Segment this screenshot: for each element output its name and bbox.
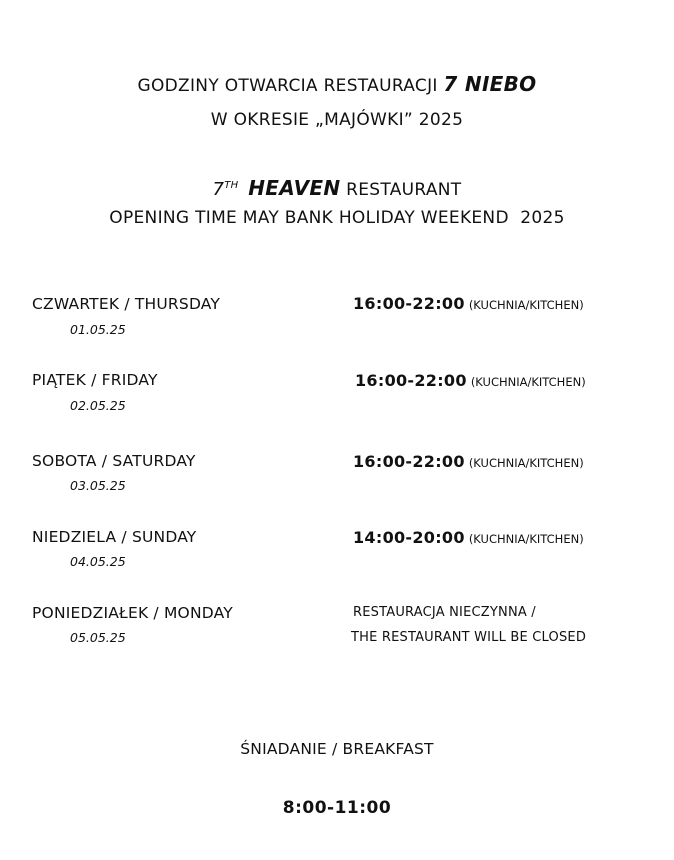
restaurant-word: RESTAURANT — [346, 180, 462, 200]
opening-hours — [353, 294, 584, 313]
breakfast-hours: 8:00-11:00 — [282, 798, 392, 818]
hours-time: 16:00-22:00 — [353, 294, 465, 313]
hours-time: 14:00-20:00 — [353, 528, 465, 547]
day-name: SOBOTA / SATURDAY — [32, 452, 196, 470]
day-date: 01.05.25 — [70, 322, 126, 337]
opening-hours — [353, 452, 584, 471]
header-pl-line1 — [0, 72, 674, 96]
breakfast-label: ŚNIADANIE / BREAKFAST — [240, 740, 434, 758]
opening-hours — [353, 528, 584, 547]
day-name: PIĄTEK / FRIDAY — [32, 371, 158, 389]
ordinal-suffix: TH — [224, 180, 239, 191]
hours-time: 16:00-22:00 — [353, 452, 465, 471]
header-en-line1 — [0, 176, 674, 200]
closed-notice-en: THE RESTAURANT WILL BE CLOSED — [351, 630, 587, 645]
hours-note: (KUCHNIA/KITCHEN) — [468, 456, 584, 470]
restaurant-name-en: HEAVEN — [248, 176, 341, 200]
header-en-line2: OPENING TIME MAY BANK HOLIDAY WEEKEND 2025 — [109, 208, 565, 228]
ordinal-number: 7 — [212, 179, 225, 200]
hours-time: 16:00-22:00 — [355, 371, 467, 390]
day-name: PONIEDZIAŁEK / MONDAY — [32, 604, 233, 622]
header-pl-line2: W OKRESIE „MAJÓWKI” 2025 — [210, 110, 464, 130]
day-date: 04.05.25 — [70, 554, 126, 569]
day-date: 05.05.25 — [70, 630, 126, 645]
day-date: 03.05.25 — [70, 478, 126, 493]
hours-note: (KUCHNIA/KITCHEN) — [468, 532, 584, 546]
header-pl-prefix: GODZINY OTWARCIA RESTAURACJI — [137, 76, 438, 96]
day-name: CZWARTEK / THURSDAY — [32, 295, 221, 313]
closed-notice-pl: RESTAURACJA NIECZYNNA / — [353, 605, 536, 620]
day-date: 02.05.25 — [70, 398, 126, 413]
opening-hours — [355, 371, 586, 390]
hours-note: (KUCHNIA/KITCHEN) — [468, 298, 584, 312]
restaurant-name-pl: 7 NIEBO — [443, 72, 537, 96]
day-name: NIEDZIELA / SUNDAY — [32, 528, 197, 546]
hours-note: (KUCHNIA/KITCHEN) — [470, 375, 586, 389]
